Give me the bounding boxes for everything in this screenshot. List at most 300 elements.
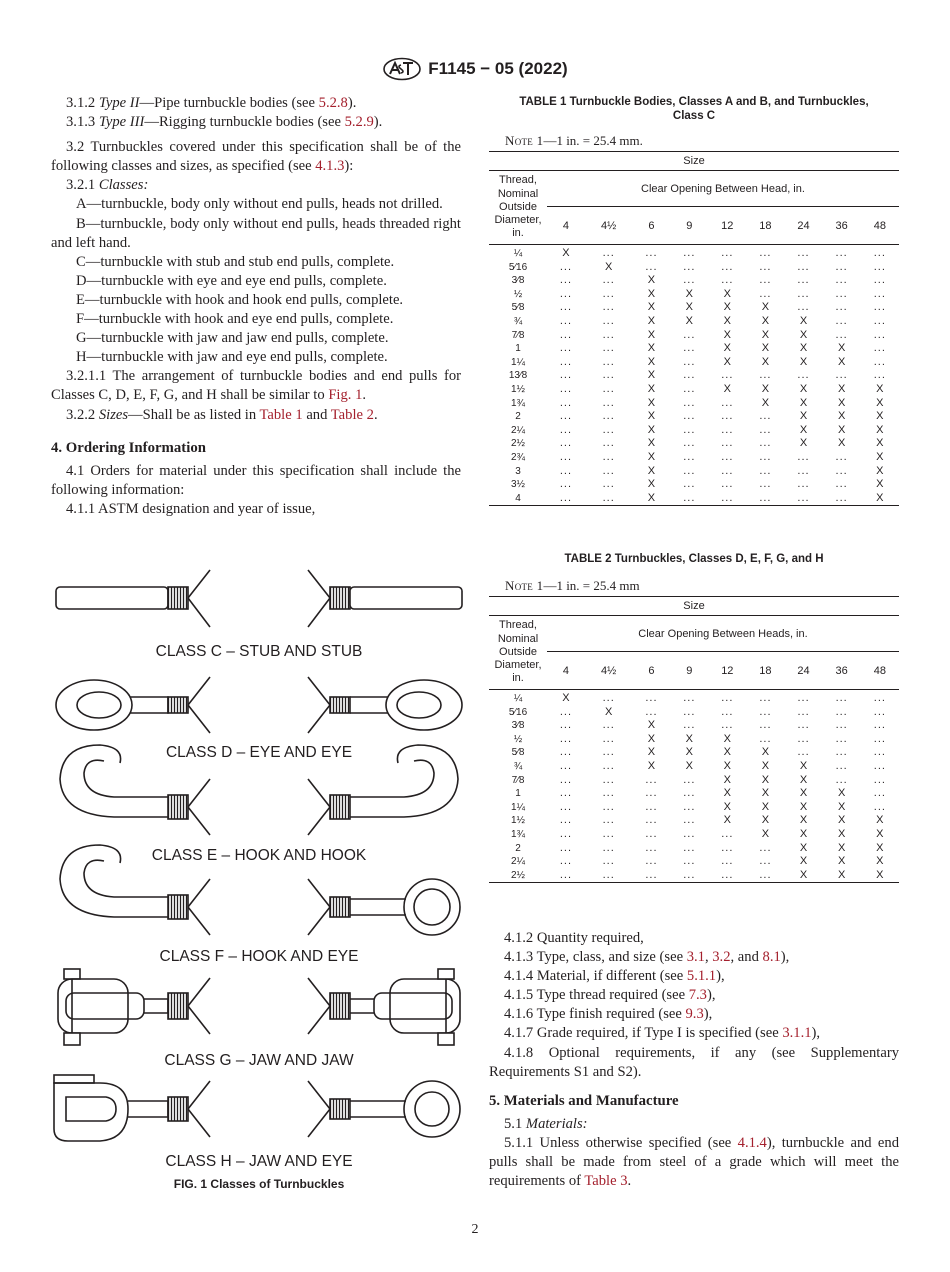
size-cell: X: [784, 869, 822, 883]
para-term: Materials:: [525, 1115, 588, 1132]
size-cell: ...: [602, 464, 615, 477]
size-cell: ...: [797, 478, 810, 491]
paragraph-3-1-3: [51, 113, 461, 132]
para-text: 5.1.1 Unless otherwise specified (see: [504, 1134, 738, 1151]
diameter-cell: 1¾: [511, 397, 525, 409]
size-cell: ...: [759, 705, 772, 718]
size-cell: X: [647, 274, 656, 287]
size-cell: X: [723, 287, 731, 300]
table-1-title: [489, 95, 899, 123]
size-cell: ...: [835, 732, 848, 745]
diameter-cell: 5⁄16: [508, 706, 528, 718]
size-cell: ...: [797, 705, 810, 718]
size-cell: ...: [645, 692, 658, 704]
table-row: [489, 478, 899, 492]
size-cell: X: [799, 759, 808, 772]
size-cell: ...: [835, 247, 848, 259]
size-cell: ...: [602, 719, 615, 732]
size-cell: X: [837, 814, 846, 827]
size-cell: ...: [559, 855, 573, 868]
size-cell: ...: [835, 301, 848, 314]
size-cell: ...: [835, 287, 848, 300]
size-cell: ...: [585, 492, 633, 506]
size-cell: X: [876, 478, 884, 491]
cross-ref-link[interactable]: Table 3: [584, 1173, 628, 1190]
size-cell: ...: [873, 705, 886, 718]
size-cell: X: [837, 423, 846, 436]
size-cell: X: [647, 732, 656, 745]
table-row: [489, 690, 899, 706]
size-cell: ...: [645, 800, 658, 813]
paragraph-3-2-2: [51, 406, 461, 425]
class-h-item: H—turnbuckle with jaw and eye end pulls, complete.: [76, 349, 388, 366]
size-cell: ...: [645, 773, 658, 786]
size-cell: ...: [835, 719, 848, 732]
para-text: ),: [706, 987, 716, 1004]
size-cell: ...: [683, 705, 696, 718]
diameter-cell: 1¼: [511, 356, 525, 368]
size-cell: X: [761, 787, 770, 800]
diameter-cell: 1½: [511, 383, 525, 395]
table-row: [489, 801, 899, 815]
cross-ref-link[interactable]: 5.2.8: [318, 95, 348, 111]
figure-caption: FIG. 1 Classes of Turnbuckles: [173, 1177, 345, 1191]
column-header: 12: [708, 207, 746, 245]
size-cell: ...: [835, 478, 848, 491]
size-cell: ...: [559, 423, 573, 436]
para-number: 5.1: [504, 1115, 523, 1132]
diameter-cell: 3: [515, 465, 521, 477]
cross-ref-link[interactable]: 8.1: [762, 949, 781, 966]
size-cell: X: [723, 342, 731, 355]
size-cell: ...: [721, 841, 734, 854]
size-cell: X: [647, 382, 656, 395]
diameter-cell: ¼: [513, 693, 523, 704]
size-cell: X: [723, 732, 731, 745]
table-row: [489, 356, 899, 370]
column-header: 24: [784, 207, 822, 245]
size-cell: X: [685, 759, 693, 772]
size-cell: ...: [559, 732, 573, 745]
para-text: 3.2.1.1 The arrangement of turnbuckle bodies and end pulls for Classes C, D, E, F, G, and H shall be similar to: [51, 368, 461, 404]
table-row: [489, 828, 899, 842]
size-header: Size: [489, 152, 899, 171]
para-text: —Pipe turnbuckle bodies (see: [139, 95, 319, 111]
note-text: —1 in. = 25.4 mm: [543, 578, 640, 593]
size-cell: X: [647, 328, 656, 341]
paragraph-4-1-3: [489, 948, 899, 967]
table-2: [489, 596, 899, 883]
size-cell: X: [876, 464, 884, 477]
class-h-drawing: [54, 1075, 460, 1141]
size-cell: X: [723, 814, 731, 827]
figure-1: [44, 565, 474, 1195]
class-c-drawing: [56, 570, 462, 627]
size-cell: ...: [873, 369, 886, 382]
size-cell: ...: [559, 759, 573, 772]
size-cell: ...: [721, 855, 734, 868]
class-e-item: E—turnbuckle with hook and hook end pulls, complete.: [76, 291, 404, 308]
size-cell: ...: [559, 719, 573, 732]
size-cell: ...: [559, 396, 573, 409]
cross-ref-link[interactable]: 5.1.1: [686, 968, 717, 985]
section-heading-4: 4. Ordering Information: [51, 439, 206, 456]
paragraph-4-1: 4.1 Orders for material under this specification shall include the following information:: [51, 462, 461, 498]
size-cell: X: [876, 814, 884, 827]
size-cell: ...: [645, 814, 658, 827]
para-text: .: [627, 1173, 632, 1190]
thread-diameter-header: Thread, Nominal Outside Diameter, in.: [489, 171, 547, 245]
class-f-item: F—turnbuckle with hook and eye end pulls, complete.: [76, 311, 394, 328]
size-cell: X: [761, 314, 770, 327]
size-cell: ...: [873, 692, 886, 704]
column-header: 48: [861, 207, 899, 245]
para-text: ),: [703, 1006, 713, 1023]
cross-ref-link[interactable]: 9.3: [685, 1006, 704, 1023]
size-cell: ...: [683, 274, 696, 287]
size-cell: ...: [602, 787, 615, 800]
para-term: Type III: [98, 114, 145, 131]
section-heading-5: 5. Materials and Manufacture: [489, 1092, 679, 1109]
figure-label-class-h: CLASS H – JAW AND EYE: [165, 1153, 353, 1170]
size-cell: X: [761, 328, 770, 341]
size-cell: ...: [759, 423, 772, 436]
table-row: [489, 245, 899, 261]
size-cell: ...: [797, 369, 810, 382]
diameter-cell: 2¼: [511, 424, 525, 436]
size-cell: ...: [759, 692, 772, 704]
paragraph-4-1-6: [489, 1005, 899, 1024]
size-cell: ...: [559, 437, 573, 450]
size-cell: ...: [873, 301, 886, 314]
size-cell: ...: [683, 423, 696, 436]
column-header: 18: [746, 652, 784, 690]
size-cell: ...: [559, 787, 573, 800]
para-text: 4.1.3 Type, class, and size (see: [504, 949, 687, 966]
diameter-cell: 7⁄8: [511, 774, 525, 786]
size-cell: X: [605, 260, 613, 273]
size-cell: ...: [645, 260, 658, 273]
size-cell: ...: [721, 274, 734, 287]
size-cell: X: [837, 787, 846, 800]
para-text: ):: [344, 158, 354, 175]
size-cell: ...: [683, 827, 696, 840]
table-row: [489, 774, 899, 788]
size-cell: X: [761, 396, 770, 409]
size-cell: X: [723, 746, 731, 759]
size-cell: ...: [759, 410, 772, 423]
size-cell: ...: [873, 787, 886, 800]
para-text: ), turnbuckle and end pulls shall be made from steel of a grade which will meet the requirements of: [489, 1134, 899, 1190]
size-cell: ...: [602, 342, 615, 355]
size-cell: ...: [602, 841, 615, 854]
size-cell: ...: [683, 841, 696, 854]
para-text: and: [302, 406, 331, 423]
size-cell: ...: [797, 692, 810, 704]
size-cell: ...: [559, 450, 573, 463]
size-cell: X: [876, 450, 884, 463]
size-cell: ...: [873, 773, 886, 786]
size-cell: X: [723, 355, 731, 368]
size-cell: X: [647, 719, 656, 732]
diameter-cell: 1½: [511, 815, 525, 827]
size-cell: X: [605, 705, 613, 718]
size-cell: ...: [835, 314, 848, 327]
size-cell: X: [723, 382, 731, 395]
table-row: [489, 855, 899, 869]
cross-ref-link[interactable]: 3.1.1: [782, 1025, 812, 1042]
size-cell: X: [632, 492, 670, 506]
size-cell: X: [562, 692, 570, 704]
size-cell: X: [647, 342, 656, 355]
paragraph-4-1-4: [489, 967, 899, 986]
size-cell: X: [799, 855, 808, 868]
size-cell: ...: [602, 314, 615, 327]
para-text: 4.1.4 Material, if different (see: [504, 968, 687, 985]
size-cell: X: [761, 773, 770, 786]
paragraph-3-2: [51, 138, 461, 176]
cross-ref-link[interactable]: 3.1: [686, 949, 705, 966]
size-cell: ...: [835, 450, 848, 463]
size-cell: X: [761, 301, 770, 314]
diameter-cell: 5⁄8: [511, 747, 525, 759]
cross-ref-link[interactable]: 3.2: [712, 949, 731, 966]
size-cell: X: [647, 410, 656, 423]
size-cell: ...: [670, 869, 708, 883]
size-cell: X: [876, 410, 884, 423]
size-cell: X: [647, 759, 656, 772]
size-cell: ...: [797, 464, 810, 477]
size-cell: X: [837, 437, 846, 450]
size-header: Size: [489, 597, 899, 616]
cross-ref-link[interactable]: Table 1: [259, 406, 303, 423]
column-header: 36: [823, 207, 861, 245]
size-cell: ...: [547, 492, 585, 506]
table-row: [489, 842, 899, 856]
size-cell: X: [647, 396, 656, 409]
size-cell: X: [799, 382, 808, 395]
size-cell: X: [837, 396, 846, 409]
size-cell: X: [723, 773, 731, 786]
size-cell: X: [837, 382, 846, 395]
size-cell: X: [837, 355, 846, 368]
size-cell: ...: [708, 869, 746, 883]
size-cell: ...: [759, 369, 772, 382]
size-cell: ...: [835, 328, 848, 341]
size-cell: ...: [721, 260, 734, 273]
class-b-item: B—turnbuckle, body only without end pulls, heads threaded right and left hand.: [51, 215, 461, 251]
size-cell: X: [723, 800, 731, 813]
size-cell: ...: [585, 869, 633, 883]
size-cell: ...: [602, 759, 615, 772]
size-cell: ...: [721, 705, 734, 718]
astm-logo-icon: [382, 57, 422, 81]
size-cell: ...: [602, 437, 615, 450]
size-cell: ...: [645, 841, 658, 854]
diameter-cell: ½: [513, 733, 523, 745]
size-cell: ...: [602, 773, 615, 786]
size-cell: ...: [835, 759, 848, 772]
size-cell: ...: [835, 773, 848, 786]
size-cell: X: [799, 814, 808, 827]
size-cell: ...: [683, 773, 696, 786]
cross-ref-link[interactable]: 4.1.4: [737, 1134, 767, 1151]
diameter-cell: 2: [515, 411, 521, 423]
paragraph-4-1-1: 4.1.1 ASTM designation and year of issue,: [66, 500, 316, 517]
cross-ref-link[interactable]: Table 2: [330, 406, 374, 423]
table-row: [489, 733, 899, 747]
column-header: 48: [861, 652, 899, 690]
size-cell: ...: [559, 773, 573, 786]
size-cell: X: [647, 369, 656, 382]
para-text: —Rigging turnbuckle bodies (see: [144, 114, 345, 131]
size-cell: X: [761, 759, 770, 772]
size-cell: X: [647, 301, 656, 314]
table-2-block: [489, 552, 899, 883]
para-text: ).: [373, 114, 383, 131]
size-cell: ...: [559, 800, 573, 813]
size-cell: X: [647, 423, 656, 436]
table-row: [489, 746, 899, 760]
size-cell: ...: [683, 719, 696, 732]
size-cell: ...: [797, 274, 810, 287]
size-cell: X: [562, 247, 570, 259]
size-cell: ...: [559, 287, 573, 300]
size-cell: X: [761, 355, 770, 368]
size-cell: ...: [602, 450, 615, 463]
size-cell: ...: [559, 260, 573, 273]
size-cell: ...: [746, 869, 784, 883]
para-term: Sizes: [98, 406, 129, 423]
size-cell: ...: [602, 732, 615, 745]
size-cell: ...: [559, 478, 573, 491]
size-cell: X: [837, 855, 846, 868]
size-cell: ...: [721, 450, 734, 463]
table-1-note: [489, 133, 899, 149]
size-cell: ...: [547, 869, 585, 883]
size-cell: X: [647, 450, 656, 463]
table-row: [489, 437, 899, 451]
size-cell: ...: [873, 342, 886, 355]
cross-ref-link[interactable]: 5.2.9: [344, 114, 374, 131]
size-cell: ...: [873, 355, 886, 368]
size-cell: ...: [683, 410, 696, 423]
size-cell: ...: [721, 478, 734, 491]
size-cell: ...: [683, 355, 696, 368]
size-cell: X: [799, 342, 808, 355]
diameter-cell: 5⁄16: [508, 261, 528, 273]
diameter-cell: 2¾: [511, 451, 525, 463]
size-cell: X: [799, 773, 808, 786]
size-cell: ...: [559, 314, 573, 327]
size-cell: ...: [759, 260, 772, 273]
paragraph-5-1-1: [489, 1134, 899, 1191]
size-cell: ...: [721, 410, 734, 423]
size-cell: ...: [602, 814, 615, 827]
size-cell: ...: [759, 287, 772, 300]
table-row: [489, 465, 899, 479]
size-cell: ...: [683, 464, 696, 477]
size-cell: ...: [835, 464, 848, 477]
size-cell: ...: [683, 342, 696, 355]
size-cell: X: [837, 342, 846, 355]
size-cell: ...: [873, 260, 886, 273]
diameter-cell: 1: [515, 788, 521, 800]
cross-ref-link[interactable]: Fig. 1: [328, 387, 363, 404]
diameter-cell: 4: [489, 492, 547, 506]
size-cell: ...: [559, 814, 573, 827]
size-cell: ...: [873, 247, 886, 259]
diameter-cell: ½: [513, 288, 523, 300]
size-cell: ...: [602, 478, 615, 491]
size-cell: ...: [835, 260, 848, 273]
size-cell: ...: [683, 787, 696, 800]
column-header: 9: [670, 652, 708, 690]
diameter-cell: 1: [515, 343, 521, 355]
size-cell: X: [876, 437, 884, 450]
size-cell: ...: [645, 827, 658, 840]
size-cell: X: [799, 423, 808, 436]
diameter-cell: 3⁄8: [511, 720, 525, 732]
column-header: 4: [547, 207, 585, 245]
size-cell: X: [647, 287, 656, 300]
size-cell: ...: [835, 746, 848, 759]
size-cell: ...: [559, 705, 573, 718]
size-cell: X: [647, 355, 656, 368]
size-cell: X: [685, 732, 693, 745]
size-cell: X: [647, 314, 656, 327]
size-cell: X: [837, 410, 846, 423]
clear-opening-header: Clear Opening Between Heads, in.: [547, 616, 899, 652]
para-text: .: [373, 406, 378, 423]
column-header: 24: [784, 652, 822, 690]
size-cell: ...: [559, 464, 573, 477]
size-cell: ...: [759, 247, 772, 259]
size-cell: ...: [873, 314, 886, 327]
size-cell: ...: [873, 759, 886, 772]
diameter-cell: 5⁄8: [511, 302, 525, 314]
diameter-cell: 7⁄8: [511, 329, 525, 341]
size-cell: ...: [602, 301, 615, 314]
size-cell: ...: [835, 274, 848, 287]
size-cell: X: [799, 841, 808, 854]
figure-label-class-g: CLASS G – JAW AND JAW: [164, 1052, 354, 1069]
column-header: 36: [823, 652, 861, 690]
size-cell: ...: [559, 746, 573, 759]
size-cell: ...: [873, 732, 886, 745]
size-cell: ...: [759, 450, 772, 463]
size-cell: X: [799, 437, 808, 450]
table-1-block: [489, 95, 899, 506]
class-d-drawing: [56, 677, 462, 733]
size-cell: X: [761, 342, 770, 355]
size-cell: X: [761, 746, 770, 759]
class-g-drawing: [58, 969, 460, 1045]
cross-ref-link[interactable]: 7.3: [688, 987, 707, 1004]
paragraph-4-1-7: [489, 1024, 899, 1043]
size-cell: ...: [683, 369, 696, 382]
size-cell: X: [799, 800, 808, 813]
size-cell: ...: [670, 492, 708, 506]
diameter-cell: 2¼: [511, 856, 525, 868]
size-cell: X: [799, 410, 808, 423]
table-2-title: TABLE 2 Turnbuckles, Classes D, E, F, G, and H: [564, 553, 824, 565]
table-row: [489, 301, 899, 315]
cross-ref-link[interactable]: 4.1.3: [315, 158, 345, 175]
paragraph-3-2-1-1: [51, 367, 461, 405]
size-cell: ...: [835, 705, 848, 718]
size-cell: X: [876, 423, 884, 436]
